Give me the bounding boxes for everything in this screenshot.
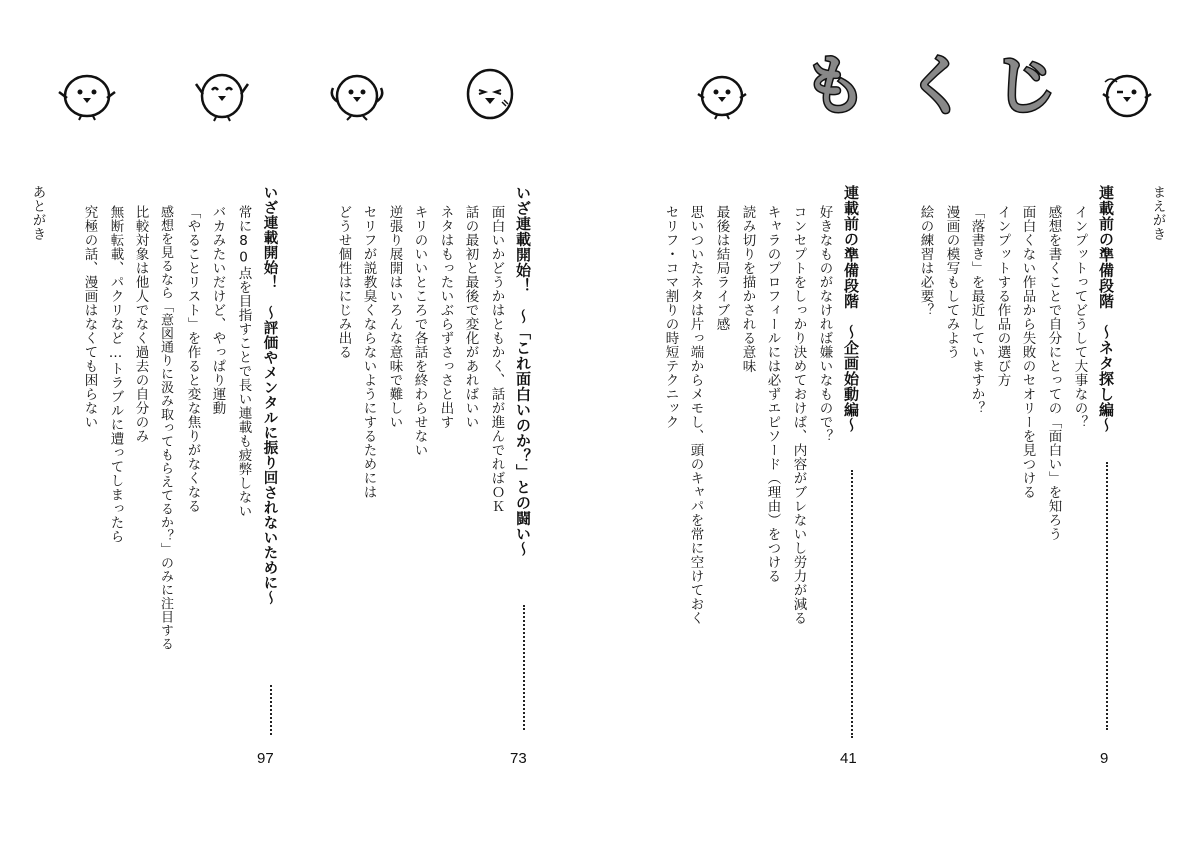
chapter-3-item: どうせ個性はにじみ出る — [335, 205, 352, 359]
chapter-2-item: 読み切りを描かされる意味 — [739, 205, 756, 373]
chapter-4-item: 比較対象は他人でなく過去の自分のみ — [132, 205, 149, 443]
chapter-1-leader-dots — [1104, 462, 1108, 730]
chapter-1-heading: 連載前の準備段階 ～ネタ探し編～ — [1097, 185, 1115, 433]
chapter-4-item: 究極の話、漫画はなくても困らない — [81, 205, 98, 429]
bird-mascot-wink-icon — [1095, 62, 1159, 122]
chapter-2-heading: 連載前の準備段階 ～企画始動編～ — [842, 185, 860, 433]
chapter-2-item: コンセプトをしっかり決めておけば、内容がブレないし労力が減る — [790, 205, 807, 625]
bird-mascot-icon — [55, 62, 119, 122]
chapter-4-item: 感想を見るなら「意図通りに汲み取ってもらえてるか？」のみに注目する — [158, 205, 173, 651]
chapter-1-item: 面白くない作品から失敗のセオリーを見つける — [1019, 205, 1036, 499]
chapter-3-heading: いざ連載開始！ ～「これ面白いのか？」との闘い～ — [514, 185, 532, 557]
chapter-3-item: 面白いかどうかはともかく、話が進んでればＯＫ — [488, 205, 505, 513]
chapter-2-leader-dots — [849, 470, 853, 738]
bird-mascot-dancing-icon — [325, 62, 389, 122]
chapter-4-item: 無断転載、パクリなど…トラブルに遭ってしまったら — [107, 205, 124, 544]
chapter-1-item: インプットする作品の選び方 — [994, 205, 1011, 387]
chapter-2-item: セリフ・コマ割りの時短テクニック — [662, 205, 679, 429]
title-char-mo: も — [803, 50, 867, 124]
chapter-4-item: 「やることリスト」を作ると変な焦りがなくなる — [184, 205, 201, 513]
chapter-2-item: キャラのプロフィールには必ずエピソード（理由）をつける — [764, 205, 781, 583]
chapter-3-item: セリフが説教臭くならないようにするためには — [360, 205, 377, 499]
chapter-3-leader-dots — [521, 605, 525, 730]
chapter-3-item: ネタはもったいぶらずさっさと出す — [437, 205, 454, 429]
bird-mascot-right-icon — [690, 62, 754, 122]
chapter-1-item: 絵の練習は必要？ — [917, 205, 934, 317]
bird-mascot-laughing-icon — [458, 62, 522, 122]
chapter-4-heading: いざ連載開始！ ～評価やメンタルに振り回されないために～ — [261, 185, 278, 605]
chapter-1-page-number: 9 — [1100, 750, 1109, 767]
toc-afterword: あとがき — [29, 185, 46, 241]
chapter-2-item: 好きなものがなければ嫌いなもので？ — [816, 205, 833, 443]
chapter-4-leader-dots — [268, 685, 272, 735]
chapter-4-page-number: 97 — [257, 750, 274, 767]
chapter-2-item: 思いついたネタは片っ端からメモし、頭のキャパを常に空けておく — [687, 205, 704, 625]
title-char-ji: じ — [993, 50, 1057, 124]
toc-preface: まえがき — [1149, 185, 1166, 241]
chapter-2-item: 最後は結局ライブ感 — [713, 205, 730, 331]
chapter-4-item: バカみたいだけど、やっぱり運動 — [209, 205, 226, 415]
chapter-1-item: 漫画の模写もしてみよう — [943, 205, 960, 359]
chapter-3-page-number: 73 — [510, 750, 527, 767]
bird-mascot-happy-icon — [190, 62, 254, 122]
chapter-3-item: 逆張り展開はいろんな意味で難しい — [386, 205, 403, 429]
chapter-1-item: 「落書き」を最近していますか？ — [968, 205, 985, 415]
chapter-2-page-number: 41 — [840, 750, 857, 767]
chapter-1-item: 感想を書くことで自分にとっての「面白い」を知ろう — [1045, 205, 1062, 541]
chapter-4-item: 常に80点を目指すことで長い連載も疲弊しない — [235, 205, 252, 518]
chapter-3-item: 話の最初と最後で変化があればいい — [462, 205, 479, 429]
chapter-1-item: インプットってどうして大事なの？ — [1071, 205, 1088, 429]
title-char-ku: く — [905, 50, 969, 124]
chapter-3-item: キリのいいところで各話を終わらせない — [411, 205, 428, 457]
